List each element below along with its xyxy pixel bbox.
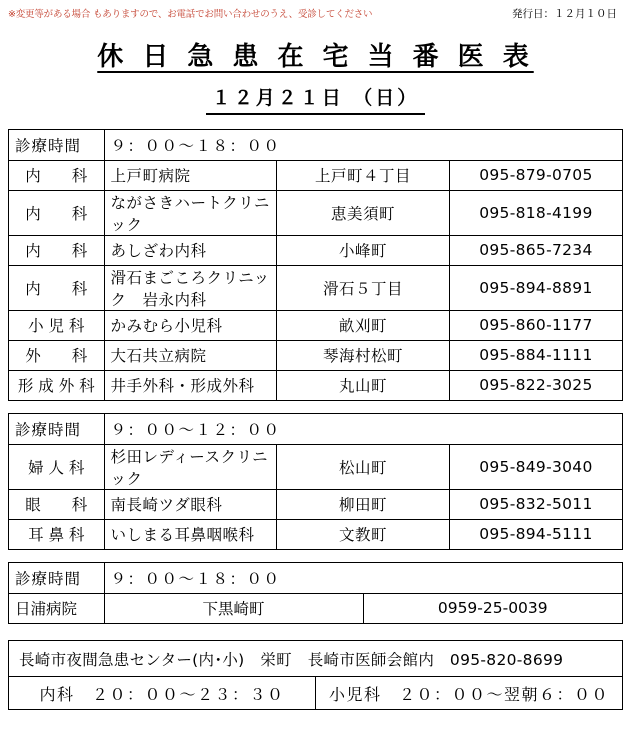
- dept-cell: 外 科: [9, 340, 104, 370]
- hours-row: [9, 563, 622, 593]
- table-row: [9, 340, 622, 370]
- dept-cell: 眼 科: [9, 489, 104, 519]
- subtitle-wrapper: [8, 83, 623, 115]
- table-row: [9, 489, 622, 519]
- notice-text: ※変更等がある場合 もありますので、お電話でお問い合わせのうえ、受診してください: [8, 9, 373, 20]
- hours-label: 診療時間: [9, 130, 104, 160]
- dept-cell: 内 科: [9, 235, 104, 265]
- phone-cell: 095-849-3040: [449, 444, 622, 489]
- table-row: [9, 370, 622, 400]
- night-center-block: [8, 640, 623, 710]
- phone-cell: 095-865-7234: [449, 235, 622, 265]
- dept-cell: 内 科: [9, 160, 104, 190]
- hours-value: ９：００～１８：００: [104, 130, 622, 160]
- clinic-name-cell: 上戸町病院: [104, 160, 277, 190]
- hours-label: 診療時間: [9, 563, 104, 593]
- schedule-block-1: [8, 129, 623, 401]
- page-subtitle: １２月２１日 （日）: [206, 83, 426, 115]
- phone-cell: 0959-25-0039: [363, 593, 622, 623]
- issue-date: 発行日：１２月１０日: [512, 8, 617, 20]
- night-center-info: 長崎市夜間急患センター(内･小) 栄町 長崎市医師会館内 095-820-8699: [9, 641, 622, 677]
- phone-cell: 095-822-3025: [449, 370, 622, 400]
- area-cell: 松山町: [277, 444, 450, 489]
- hours-row: [9, 130, 622, 160]
- hours-value: ９：００～１８：００: [104, 563, 622, 593]
- table-row: [9, 235, 622, 265]
- phone-cell: 095-884-1111: [449, 340, 622, 370]
- dept-cell: 内 科: [9, 265, 104, 310]
- hours-row: [9, 414, 622, 444]
- area-cell: 滑石５丁目: [277, 265, 450, 310]
- clinic-name-cell: あしざわ内科: [104, 235, 277, 265]
- dept-cell: 形 成 外 科: [9, 370, 104, 400]
- clinic-name-cell: かみむら小児科: [104, 310, 277, 340]
- phone-cell: 095-879-0705: [449, 160, 622, 190]
- pediatrics-hours: 小児科 ２０：００～翌朝６：００: [316, 677, 623, 709]
- phone-cell: 095-894-8891: [449, 265, 622, 310]
- clinic-name-cell: ながさきハートクリニック: [104, 190, 277, 235]
- phone-cell: 095-832-5011: [449, 489, 622, 519]
- area-cell: 丸山町: [277, 370, 450, 400]
- phone-cell: 095-818-4199: [449, 190, 622, 235]
- clinic-name-cell: 南長崎ツダ眼科: [104, 489, 277, 519]
- area-cell: 文教町: [277, 519, 450, 549]
- dept-cell: 耳 鼻 科: [9, 519, 104, 549]
- page-title: 休 日 急 患 在 宅 当 番 医 表: [97, 42, 534, 72]
- table-row: [9, 190, 622, 235]
- area-cell: 柳田町: [277, 489, 450, 519]
- area-cell: 畝刈町: [277, 310, 450, 340]
- dept-cell: 内 科: [9, 190, 104, 235]
- clinic-name-cell: いしまる耳鼻咽喉科: [104, 519, 277, 549]
- dept-cell: 小 児 科: [9, 310, 104, 340]
- schedule-block-3: [8, 562, 623, 624]
- table-row: [9, 444, 622, 489]
- area-cell: 上戸町４丁目: [277, 160, 450, 190]
- schedule-table-3: [9, 563, 622, 623]
- clinic-name-cell: 大石共立病院: [104, 340, 277, 370]
- internal-medicine-hours: 内科 ２０：００～２３：３０: [39, 684, 285, 704]
- table-row: [9, 160, 622, 190]
- schedule-table-2: [9, 414, 622, 549]
- phone-cell: 095-894-5111: [449, 519, 622, 549]
- area-cell: 下黒崎町: [104, 593, 363, 623]
- table-row: [9, 265, 622, 310]
- table-row: [9, 310, 622, 340]
- night-hours-table: [9, 677, 622, 709]
- clinic-name-cell: 日浦病院: [9, 593, 104, 623]
- clinic-name-cell: 滑石まごころクリニック 岩永内科: [104, 265, 277, 310]
- header-row: [8, 0, 623, 24]
- area-cell: 琴海村松町: [277, 340, 450, 370]
- dept-cell: 婦 人 科: [9, 444, 104, 489]
- table-row: [9, 677, 622, 709]
- area-cell: 恵美須町: [277, 190, 450, 235]
- clinic-name-cell: 杉田レディースクリニック: [104, 444, 277, 489]
- table-row: [9, 519, 622, 549]
- area-cell: 小峰町: [277, 235, 450, 265]
- phone-cell: 095-860-1177: [449, 310, 622, 340]
- schedule-block-2: [8, 413, 623, 550]
- clinic-name-cell: 井手外科・形成外科: [104, 370, 277, 400]
- schedule-table-1: [9, 130, 622, 400]
- table-row: [9, 593, 622, 623]
- hours-value: ９：００～１２：００: [104, 414, 622, 444]
- hours-label: 診療時間: [9, 414, 104, 444]
